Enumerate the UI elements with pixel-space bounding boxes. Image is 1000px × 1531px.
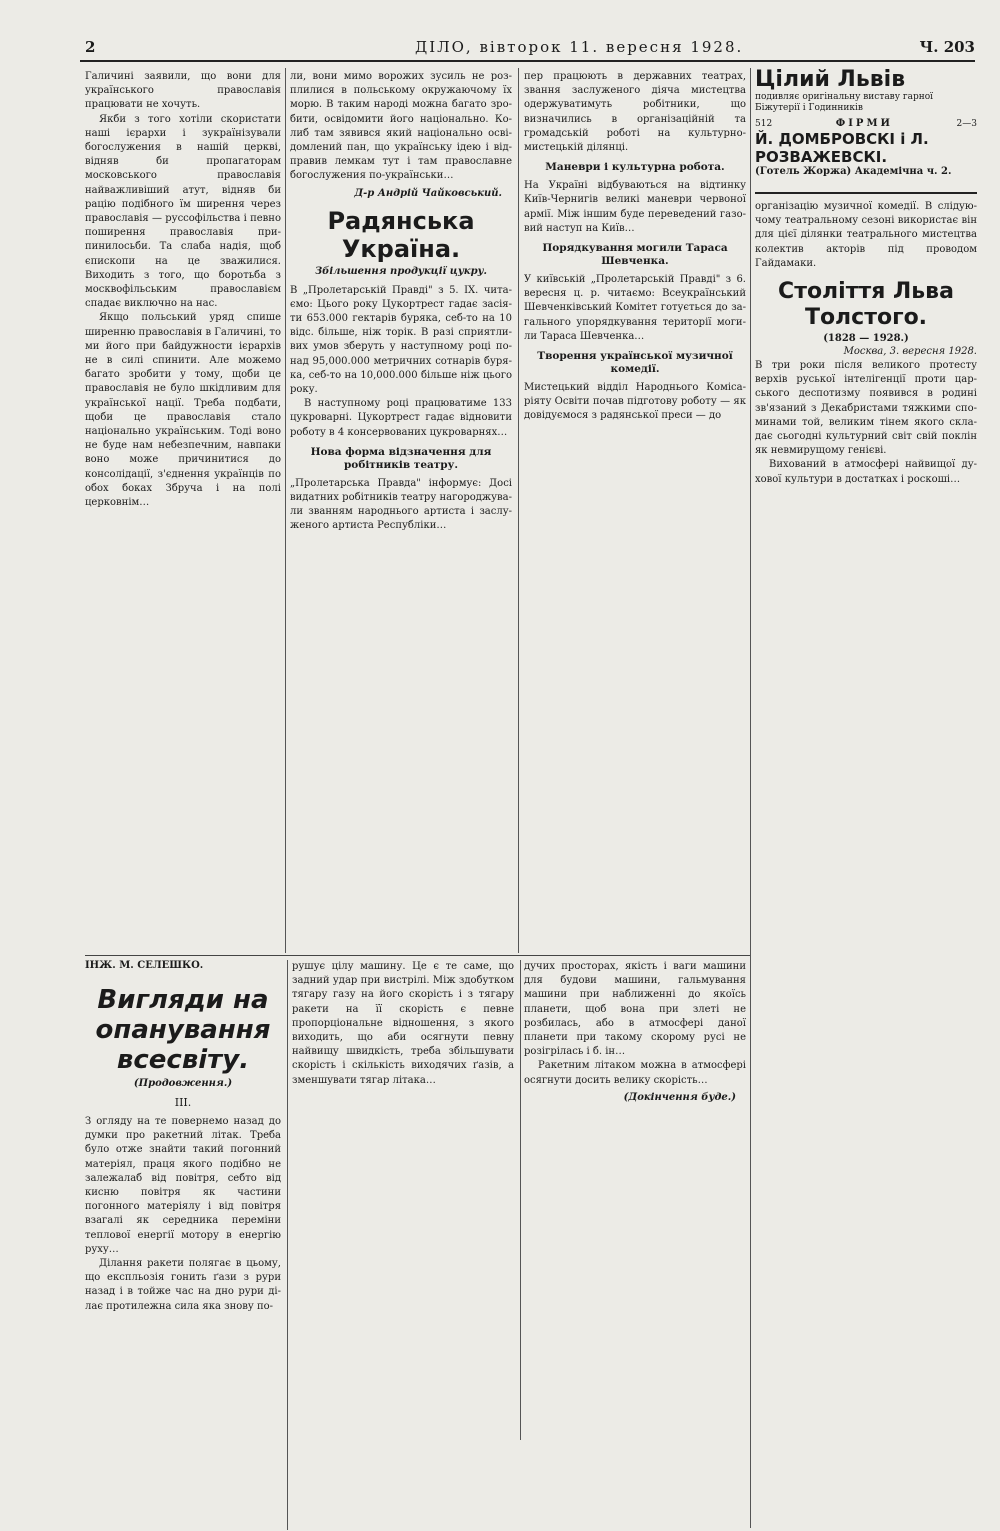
signature: Д-р Андрій Чайковський. bbox=[354, 187, 502, 199]
column-1 bbox=[85, 70, 281, 950]
paragraph: Мистецький відділ Народнього Комісаріяту Освіти почав підготову роботу — як довідуємося з радянської преси — до bbox=[524, 382, 746, 422]
ad-number-right: 2—3 bbox=[956, 119, 977, 129]
paragraph: Ракетним літаком можна в атмосфері осягнути досить велику скорість… bbox=[524, 1060, 746, 1086]
issue-number: Ч. 203 bbox=[919, 38, 975, 56]
paragraph: „Пролетарська Правда" інформує: Досі видатних робітників театру нагороджували званням народнього артиста і заслуженого артиста Республіки… bbox=[290, 477, 512, 532]
ad-firm-label: ФІРМИ bbox=[835, 118, 893, 129]
subheading: Маневри і культурна робота. bbox=[545, 161, 725, 174]
article-column-2 bbox=[292, 960, 514, 1440]
subheading: Нова форма відзначення для робітників театру. bbox=[310, 445, 492, 471]
column-rule bbox=[750, 68, 751, 1528]
ad-address: (Готель Жоржа) Академічна ч. 2. bbox=[755, 166, 952, 177]
ad-rule bbox=[755, 192, 977, 194]
paragraph: В „Пролетарській Правді" з 5. IX. читаємо: Цього року Цукортрест гадає засіяти 653.000 гектарів буряка, себ-то на 10 відс. більше, ніж торік. В разі сприятливих умов зберуть у наступному році понад 95,000.000 метричних сотнарів буряка, себ-то на 10,000.000 більше ніж цього року. bbox=[290, 284, 512, 396]
section-heading: Радянська Україна. bbox=[327, 206, 475, 263]
ad-names: Й. ДОМБРОВСКІ і Л. РОЗВАЖЕВСКІ. bbox=[755, 130, 929, 166]
paragraph: Якби з того хотіли скористати наші ієрархи і зукраїнізували богослужения в нашій церкві, відняв би пропагаторам московського православія найважливіший атут, відняв би рацію подібного їм ширення через православія — руссофільства і певно поширення православія припинилосьби. Та слаба надія, щоб єпископи на це зважилися. Виходить з того, що боротьба з москвофільським православієм спадає виключно на нас. bbox=[85, 113, 281, 310]
ad-headline: Цілий Львів bbox=[755, 67, 906, 92]
masthead-rule bbox=[80, 60, 975, 62]
paragraph: Якщо польський уряд спише ширенню православія в Галичині, то ми його при байдужности ієрархів не в силі спинити. Але можемо багато зробити у тому, щоби це православія не було шкідливим для української нації. Треба подбати, щоби це православія стало національно українським. Тоді воно не буде нам небезпечним, навпаки воно може причинитися до консолідації, з'єднення українців по обох боках Збруча і на полі церковнім… bbox=[85, 312, 281, 509]
subheading: Збільшення продукції цукру. bbox=[314, 265, 488, 277]
section-heading: Століття Льва Толстого. bbox=[778, 279, 954, 331]
column-3 bbox=[524, 70, 746, 950]
column-rule bbox=[518, 68, 519, 953]
column-4 bbox=[755, 200, 977, 1520]
column-2 bbox=[290, 70, 512, 950]
paragraph: дучих просторах, якість і ваги машини для будови машини, гальмування машини при наближенні до якоїсь планети, щоб вона при злеті не розбилась, або в атмосфері даної планети при такому скорому русі не розігрілась і б. ін… bbox=[524, 961, 746, 1058]
paragraph: На Україні відбуваються на відтинку Київ-Чернигів великі маневри червоної армії. Між іншим буде переведений газовий наступ на Київ… bbox=[524, 180, 746, 234]
paragraph: В наступному році працюватиме 133 цукроварні. Цукортрест гадає відновити роботу в 4 консервованих цукроварнях… bbox=[290, 398, 512, 438]
paragraph: Галичині заявили, що вони для українського православія працювати не хочуть. bbox=[85, 71, 281, 111]
article-author: ІНЖ. М. СЕЛЕШКО. bbox=[85, 960, 204, 971]
section-number: III. bbox=[174, 1096, 192, 1109]
continuation-note: (Докінчення буде.) bbox=[623, 1091, 736, 1103]
ad-number-left: 512 bbox=[755, 119, 773, 129]
page-number: 2 bbox=[85, 38, 96, 56]
subheading: (Продовження.) bbox=[133, 1078, 233, 1089]
paragraph: Вихований в атмосфері найвищої духової культури в достатках і роскоші… bbox=[755, 459, 977, 485]
article-column-3 bbox=[524, 960, 746, 1440]
paragraph: Ділання ракети полягає в цьому, що експльозія гонить ґази з рури назад і в тойже час на дно рури ділає протилежна сила яка знову по- bbox=[85, 1258, 281, 1312]
column-rule bbox=[520, 960, 521, 1440]
years: (1828 — 1928.) bbox=[823, 333, 909, 345]
paragraph: З огляду на те повернемо назад до думки про ракетний літак. Треба було отже знайти такий погонний матеріял, праця якого подібно не залежалаб від повітря, себто від кисню повітря як частини погонного матеріялу і від повітря взагалі як середника переміни теплової енергії мотору в енергію руху… bbox=[85, 1116, 281, 1255]
paragraph: У київській „Пролетарській Правді" з 6. вересня ц. р. читаємо: Всеукраїнський Шевченківський Комітет готується до загального упорядкування території могили Тараса Шевченка… bbox=[524, 274, 746, 342]
masthead bbox=[85, 38, 975, 60]
section-rule bbox=[85, 955, 750, 956]
article-heading: Вигляди на опанування всесвіту. bbox=[95, 985, 271, 1075]
paragraph: рушує цілу машину. Це є те саме, що задний удар при вистрілі. Між здобутком тягару газу на його скорість і з тягару ракети на її скорість є певне пропорціональне відношення, з якого виходить, що аби осягнути певну найвищу швидкість, треба збільшувати скорість і скількість виходячих ґазів, а зменшувати тягар літака… bbox=[292, 961, 514, 1086]
paragraph: В три роки після великого протесту верхів руської інтелігенції проти царського деспотизму появився в родині зв'язаний з Декабристами тяжкими споминами той, великим тінем якого складає сьогодні культурний світ свій поклін як невмирущому генієві. bbox=[755, 360, 977, 457]
subheading: Творення української музичної комедії. bbox=[537, 350, 733, 376]
column-rule bbox=[287, 960, 288, 1530]
ad-tagline: подивляє оригінальну виставу гарної Біжутерії і Годинників bbox=[755, 92, 934, 113]
masthead-title: ДІЛО, вівторок 11. вересня 1928. bbox=[415, 38, 744, 56]
dateline: Москва, 3. вересня 1928. bbox=[843, 346, 977, 358]
column-rule bbox=[285, 68, 286, 953]
paragraph: організацію музичної комедії. В слідуючому театральному сезоні використає він для цієї ділянки театрального мистецтва колектив акторів під проводом Гайдамаки. bbox=[755, 201, 977, 269]
paragraph: пер працюють в державних театрах, звання заслуженого діяча мистецтва одержуватимуть робітники, що визначились в організаційній та громадській роботі на культурно-мистецькій ділянці. bbox=[524, 71, 746, 154]
article-column-1 bbox=[85, 960, 281, 1520]
advertisement bbox=[755, 68, 977, 188]
subheading: Порядкування могили Тараса Шевченка. bbox=[542, 242, 728, 268]
paragraph: ли, вони мимо ворожих зусиль не розплилися в польському окружаючому їх морю. В таким народі можна багато зробити, освідомити його національно. Колиб там зявився який національно освідомлений пан, що українську ідею і відправив лемкам тут і там православне богослужения по-українськи… bbox=[290, 71, 512, 182]
